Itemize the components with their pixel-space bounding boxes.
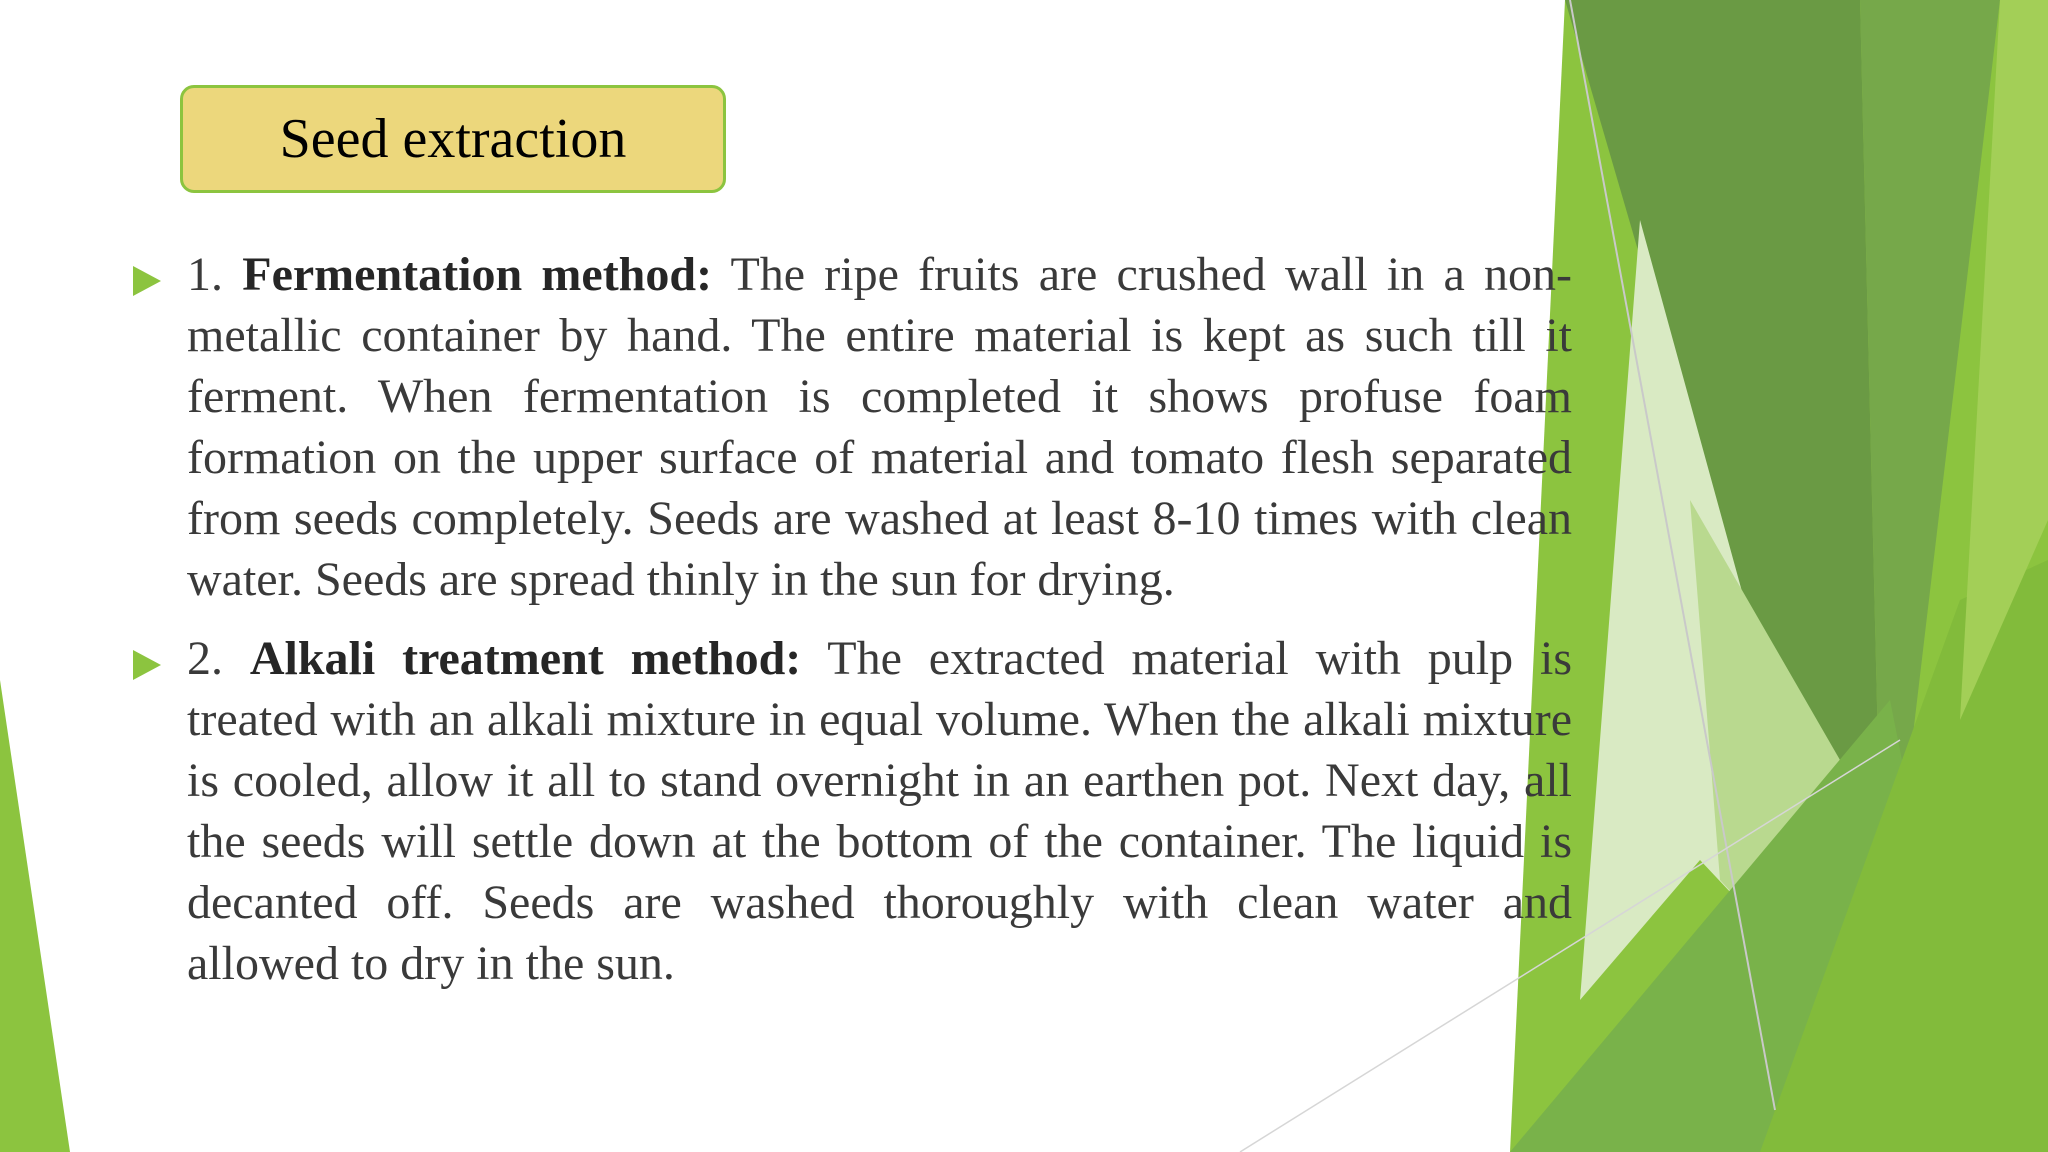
title-box [180, 85, 726, 193]
bullet-paragraph [187, 628, 1572, 994]
bullet-item-fermentation [130, 244, 1572, 610]
bullet-number: 1. [187, 248, 223, 301]
bullet-body: The extracted material with pulp is treated with an alkali mixture in equal volume. When the alkali mixture is cooled, allow it all to stand overnight in an earthen pot. Next day, all the seeds will settle down at the bottom of the container. The liquid is decanted off. Seeds are washed thoroughly with clean water and allowed to dry in the sun. [187, 632, 1572, 990]
bullet-heading: Fermentation method: [242, 248, 713, 301]
bullet-heading: Alkali treatment method: [249, 632, 802, 685]
bullet-paragraph [187, 244, 1572, 610]
bullet-body: The ripe fruits are crushed wall in a non-metallic container by hand. The entire material is kept as such till it ferment. When fermentation is completed it shows profuse foam formation on the upper surface of material and tomato flesh separated from seeds completely. Seeds are washed at least 8-10 times with clean water. Seeds are spread thinly in the sun for drying. [187, 248, 1573, 606]
bullet-list [130, 244, 1572, 1012]
bullet-number: 2. [187, 632, 223, 685]
triangle-bullet-icon [133, 650, 161, 680]
bullet-item-alkali [130, 628, 1572, 994]
triangle-bullet-icon [133, 266, 161, 296]
slide-title: Seed extraction [279, 108, 627, 170]
